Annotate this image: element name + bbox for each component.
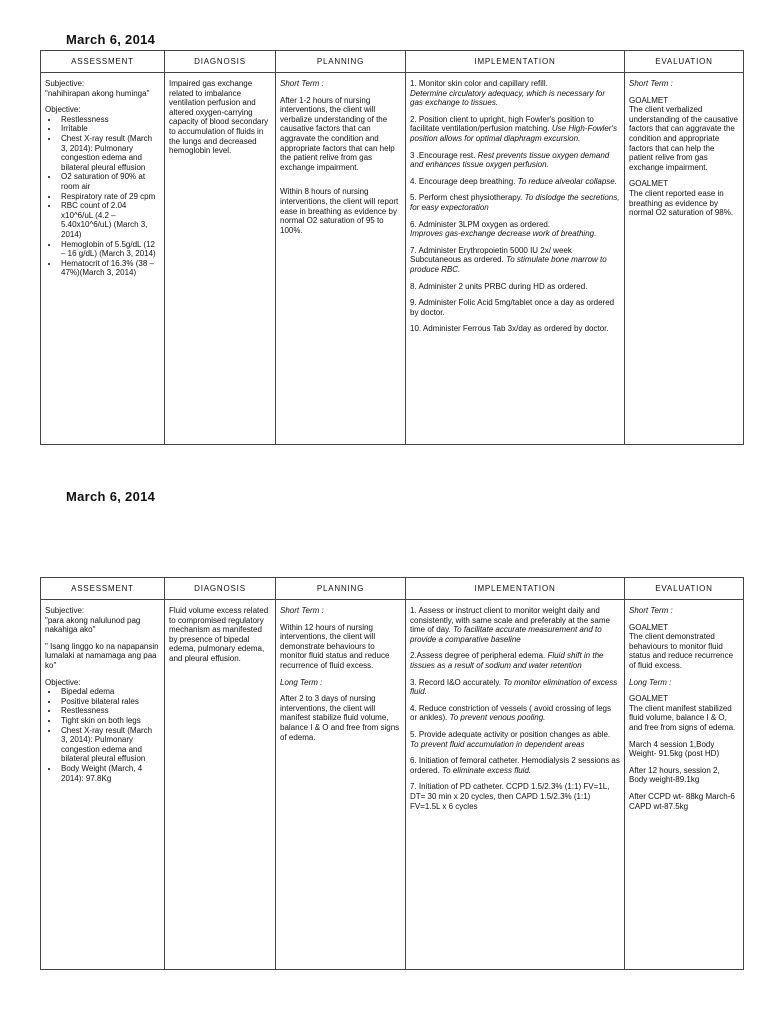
intervention-item bbox=[410, 782, 620, 811]
diagnosis-text: Fluid volume excess related to compromised regulatory mechanism as manifested by presence of bipedal edema, pulmonary edema, and pleural effusion. bbox=[169, 606, 269, 663]
header-diagnosis: DIAGNOSIS bbox=[165, 578, 276, 600]
subjective-text: " Isang linggo ko na napapansin lumalaki at namamaga ang paa ko" bbox=[45, 641, 159, 670]
intervention-text: 7. Administer Erythropoietin 5000 IU 2x/ week Subcutaneous as ordered. bbox=[410, 245, 572, 265]
long-term-goal: Within 8 hours of nursing interventions, the client will report ease in breathing as evidence by normal O2 saturation of 95 to 100%. bbox=[280, 187, 399, 235]
intervention-item bbox=[410, 282, 620, 292]
list-item: • RBC count of 2.04 x10^6/uL (4.2 – 5.40x10^6/uL) (March 3, 2014) bbox=[59, 201, 160, 239]
intervention-item bbox=[410, 115, 620, 144]
goal-evaluation: The client reported ease in breathing as evidence by normal O2 saturation of 98%. bbox=[629, 188, 734, 218]
evaluation-cell bbox=[625, 73, 744, 445]
assessment-cell bbox=[41, 600, 165, 970]
intervention-item bbox=[410, 678, 620, 697]
implementation-cell bbox=[406, 73, 625, 445]
intervention-text: 4. Reduce constriction of vessels ( avoid crossing of legs or ankles). bbox=[410, 703, 611, 723]
care-plan-table-1 bbox=[40, 50, 744, 445]
header-planning: PLANNING bbox=[276, 578, 406, 600]
subjective-text: "nahihirapan akong huminga" bbox=[45, 88, 150, 98]
intervention-text: 1. Monitor skin color and capillary refill. bbox=[410, 79, 548, 88]
goal-evaluation: The client verbalized understanding of the causative factors that can aggravate the condition and appropriate factors that can help the patient relive from gas exchange impairment. bbox=[629, 105, 738, 172]
goal-evaluation: The client demonstrated behaviours to monitor fluid status and reduce recurrence of fluid excess. bbox=[629, 632, 734, 670]
intervention-rationale: To prevent venous pooling. bbox=[449, 713, 546, 723]
care-plan-table-2 bbox=[40, 577, 744, 970]
header-assessment: ASSESSMENT bbox=[41, 578, 165, 600]
intervention-text: 6. Administer 3LPM oxygen as ordered. bbox=[410, 219, 551, 229]
intervention-text: 4. Encourage deep breathing. bbox=[410, 176, 516, 186]
diagnosis-cell bbox=[165, 73, 276, 445]
list-item: • Restlessness bbox=[59, 115, 160, 125]
header-assessment: ASSESSMENT bbox=[41, 51, 165, 73]
intervention-text: 2. Position client to upright, high Fowler's position to facilitate ventilation/perfusion matching. bbox=[410, 114, 594, 134]
table-row bbox=[41, 600, 744, 970]
long-term-label: Long Term : bbox=[629, 677, 672, 687]
intervention-item bbox=[410, 324, 620, 334]
short-term-label: Short Term : bbox=[629, 79, 673, 88]
intervention-item bbox=[410, 246, 620, 275]
objective-list bbox=[45, 115, 160, 278]
list-item: • Hemoglobin of 5.5g/dL (12 – 16 g/dL) (March 3, 2014) bbox=[59, 240, 160, 259]
intervention-item bbox=[410, 756, 620, 775]
header-implementation: IMPLEMENTATION bbox=[406, 51, 625, 73]
short-term-goal: Within 12 hours of nursing interventions, the client will demonstrate behaviours to monitor fluid status and reduce recurrence of fluid excess. bbox=[280, 622, 390, 670]
intervention-item bbox=[410, 298, 620, 317]
list-item: • Chest X-ray result (March 3, 2014): Pulmonary congestion edema and bilateral pleural effusion bbox=[59, 134, 160, 172]
weight-note: March 4 session 1,Body Weight- 91.5kg (post HD) bbox=[629, 739, 720, 759]
list-item: • Tight skin on both legs bbox=[59, 716, 160, 726]
table-row bbox=[41, 73, 744, 445]
subjective-label: Subjective: bbox=[45, 79, 85, 88]
intervention-text: 3. Record I&O accurately. bbox=[410, 677, 501, 687]
intervention-item bbox=[410, 79, 620, 108]
intervention-rationale: Rest prevents tissue oxygen demand and enhances tissue oxygen perfusion. bbox=[410, 150, 610, 170]
intervention-text: 1. Assess or instruct client to monitor weight daily and consistently, with same scale and preferably at the same time of day. bbox=[410, 606, 610, 635]
list-item: • Positive bilateral rales bbox=[59, 697, 160, 707]
list-item: • Chest X-ray result (March 3, 2014): Pulmonary congestion edema and bilateral pleural effusion bbox=[59, 726, 160, 764]
intervention-rationale: To monitor elimination of excess fluid. bbox=[410, 677, 618, 697]
subjective-label: Subjective: bbox=[45, 606, 85, 615]
intervention-text: 7. Initiation of PD catheter. CCPD 1.5/2.3% (1:1) FV=1L, DT= 30 min x 20 cycles, then CAPD 1.5/2.3% (1:1) FV=1.5L x 6 cycles bbox=[410, 782, 610, 811]
header-planning: PLANNING bbox=[276, 51, 406, 73]
intervention-rationale: Determine circulatory adequacy, which is necessary for gas exchange to tissues. bbox=[410, 88, 606, 108]
intervention-item bbox=[410, 220, 620, 239]
intervention-item bbox=[410, 606, 620, 644]
long-term-label: Long Term : bbox=[280, 677, 323, 687]
intervention-rationale: To prevent fluid accumulation in dependent areas bbox=[410, 739, 585, 749]
intervention-text: 5. Perform chest physiotherapy. bbox=[410, 193, 523, 203]
header-implementation: IMPLEMENTATION bbox=[406, 578, 625, 600]
weight-note: After 12 hours, session 2, Body weight-89.1kg bbox=[629, 765, 720, 785]
list-item: • Hematocrit of 16.3% (38 – 47%)(March 3, 2014) bbox=[59, 259, 160, 278]
implementation-cell bbox=[406, 600, 625, 970]
page-date-2: March 6, 2014 bbox=[66, 489, 156, 504]
page-date-1: March 6, 2014 bbox=[66, 32, 156, 47]
table-header-row bbox=[41, 51, 744, 73]
intervention-rationale: To dislodge the secretions, for easy expectoration bbox=[410, 193, 620, 212]
intervention-item bbox=[410, 151, 620, 170]
list-item: • Restlessness bbox=[59, 706, 160, 716]
intervention-text: 9. Administer Folic Acid 5mg/tablet once a day as ordered by doctor. bbox=[410, 298, 615, 317]
planning-cell bbox=[276, 600, 406, 970]
list-item: • Respiratory rate of 29 cpm bbox=[59, 192, 160, 202]
objective-label: Objective: bbox=[45, 105, 81, 115]
header-evaluation: EVALUATION bbox=[625, 578, 744, 600]
long-term-goal: After 2 to 3 days of nursing interventions, the client will manifest stabilize fluid volume, balance I & O and free from signs of edema. bbox=[280, 694, 400, 742]
goal-evaluation: The client manifest stabilized fluid volume, balance I & O, and free from signs of edema. bbox=[629, 703, 736, 732]
table-header-row bbox=[41, 578, 744, 600]
intervention-rationale: To facilitate accurate measurement and to provide a comparative baseline bbox=[410, 625, 602, 644]
intervention-text: 6. Initiation of femoral catheter. Hemodialysis 2 sessions as ordered. bbox=[410, 756, 620, 775]
header-evaluation: EVALUATION bbox=[625, 51, 744, 73]
intervention-text: 10. Administer Ferrous Tab 3x/day as ordered by doctor. bbox=[410, 324, 609, 334]
intervention-text: 2.Assess degree of peripheral edema. bbox=[410, 651, 546, 661]
intervention-rationale: To reduce alveolar collapse. bbox=[517, 176, 617, 186]
list-item: • Body Weight (March, 4 2014): 97.8Kg bbox=[59, 764, 160, 783]
header-diagnosis: DIAGNOSIS bbox=[165, 51, 276, 73]
intervention-rationale: To stimulate bone marrow to produce RBC. bbox=[410, 255, 607, 274]
goal-status: GOALMET bbox=[629, 694, 669, 704]
intervention-item bbox=[410, 651, 620, 670]
goal-status: GOALMET bbox=[629, 622, 669, 632]
list-item: • Bipedal edema bbox=[59, 687, 160, 697]
intervention-item bbox=[410, 730, 620, 749]
goal-status: GOALMET bbox=[629, 95, 669, 105]
planning-cell bbox=[276, 73, 406, 445]
goal-status: GOALMET bbox=[629, 179, 669, 189]
short-term-label: Short Term : bbox=[280, 79, 324, 88]
short-term-label: Short Term : bbox=[280, 606, 324, 615]
intervention-rationale: To eliminate excess fluid. bbox=[442, 765, 532, 775]
intervention-rationale: Improves gas-exchange decrease work of breathing. bbox=[410, 229, 597, 239]
weight-note: After CCPD wt- 88kg March-6 CAPD wt-87.5kg bbox=[629, 791, 735, 811]
intervention-item bbox=[410, 177, 620, 187]
intervention-text: 3 .Encourage rest. bbox=[410, 150, 476, 160]
subjective-text: "para akong nalulunod pag nakahiga ako" bbox=[45, 615, 141, 635]
objective-list bbox=[45, 687, 160, 783]
short-term-goal: After 1-2 hours of nursing interventions, the client will verbalize understanding of the causative factors that can aggravate the condition and appropriate factors that can help the patient relive from gas exchange impairment. bbox=[280, 95, 395, 172]
list-item: • O2 saturation of 90% at room air bbox=[59, 172, 160, 191]
intervention-item bbox=[410, 704, 620, 723]
intervention-text: 5. Provide adequate activity or position changes as able. bbox=[410, 729, 611, 739]
diagnosis-cell bbox=[165, 600, 276, 970]
intervention-item bbox=[410, 193, 620, 212]
intervention-rationale: Fluid shift in the tissues as a result of sodium and water retention bbox=[410, 651, 604, 670]
assessment-cell bbox=[41, 73, 165, 445]
intervention-rationale: Use High-Fowler's position allows for optimal diaphragm excursion. bbox=[410, 124, 617, 143]
diagnosis-text: Impaired gas exchange related to imbalance ventilation perfusion and altered oxygen-carrying capacity of blood secondary to accumulation of fluids in the lungs and decreased hemoglobin level. bbox=[169, 79, 269, 156]
objective-label: Objective: bbox=[45, 677, 81, 687]
evaluation-cell bbox=[625, 600, 744, 970]
intervention-text: 8. Administer 2 units PRBC during HD as ordered. bbox=[410, 281, 588, 291]
short-term-label: Short Term : bbox=[629, 606, 673, 615]
list-item: • Irritable bbox=[59, 124, 160, 134]
